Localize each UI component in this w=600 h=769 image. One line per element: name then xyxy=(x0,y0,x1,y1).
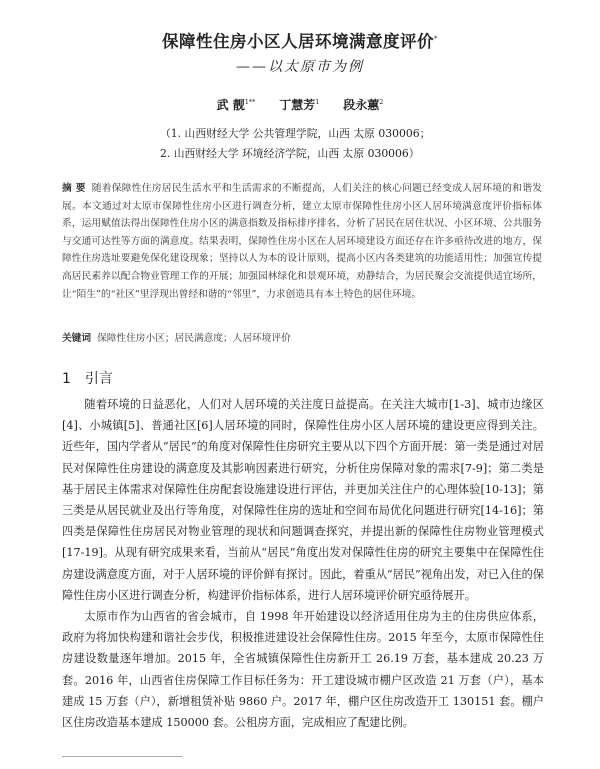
section-number: 1 xyxy=(62,371,71,387)
author-list xyxy=(0,96,600,113)
affiliation: （1. 山西财经大学 公共管理学院，山西 太原 030006； xyxy=(160,127,431,140)
paper-title xyxy=(0,28,600,52)
body-text xyxy=(62,394,544,733)
section-heading xyxy=(62,368,113,388)
author: 丁慧芳$^1$ xyxy=(279,98,320,112)
keywords-text: 保障性住房小区；居民满意度；人居环境评价 xyxy=(97,333,291,344)
keywords-label: 关键词 xyxy=(62,333,92,344)
abstract-text: 随着保障性住房居民生活水平和生活需求的不断提高，人们关注的核心问题已经变成人居环境的和谐发展。本文通过对太原市保障性住房小区进行调查分析，建立太原市保障性住房小区人居环境满意度评价指标体系，运用赋值法得出保障性住房小区的满意指数及指标排序排名，分析了居民在居住状况、小区环境、公共服务与交通可达性等方面的满意度。结果表明，保障性住房小区在人居环境建设方面还存在许多亟待改进的地方，保障性住房选址要避免保化建设现象；坚持以人为本的设计原则，提高小区内各类建筑的功能适用性；加强宣传提高居民素养以配合物业管理工作的开展；加强园林绿化和景观环境，劝静结合，为居民聚会交流提供适宜场所，让“陌生”的“社区”里浮现出曾经和谐的“邻里”，力求创造具有本土特色的居住环境。 xyxy=(62,183,543,300)
title-text: 保障性住房小区人居环境满意度评价 xyxy=(162,32,434,51)
author: 武 靓$^{1**}$ xyxy=(216,98,256,112)
keywords xyxy=(62,330,542,344)
abstract xyxy=(62,180,542,303)
affiliation: 2. 山西财经大学 环境经济学院，山西 太原 030006） xyxy=(160,147,420,160)
author: 段永蕙$^2$ xyxy=(343,98,384,112)
paragraph: 太原市作为山西省的省会城市，自 1998 年开始建设以经济适用住房为主的住房供应体系，政府为将加快构建和谐社会步伐，积极推进建设社会保障性住房。2015 年至今，太原市保障性住房建设数量逐年增加。2015 年，全省城镇保障性住房新开工 26.19 万套，基本建成 20.23 万套。2016 年，山西省住房保障工作目标任务为：开工建设城市棚户区改造 21 万套（户），基本建成 15 万套（户），新增租赁补贴 9860 户。2017 年，棚户区住房改造开工 130151 套。棚户区住房改造基本建成 150000 套。公租房方面，完成相应了配建比例。 xyxy=(62,610,544,730)
footnote-divider xyxy=(62,756,182,757)
section-title: 引言 xyxy=(84,371,113,387)
abstract-label: 摘 要 xyxy=(62,183,86,194)
title-footnote-mark: * xyxy=(434,34,438,43)
paper-subtitle: ——以太原市为例 xyxy=(236,59,364,75)
paragraph: 随着环境的日益恶化，人们对人居环境的关注度日益提高。在关注大城市[1-3]、城市边缘区[4]、小城镇[5]、普通社区[6]人居环境的同时，保障性住房小区人居环境的建设更应得到关注。近些年，国内学者从“居民”的角度对保障性住房研究主要从以下四个方面开展：第一类是通过对居民对保障性住房建设的满意度及其影响因素进行研究，分析住房保障对象的需求[7-9]；第二类是基于居民主体需求对保障性住房配套设施建设进行评估，并更加关注住户的心理体验[10-13]；第三类是从居民就业及出行等角度，对保障性住房的选址和空间布局优化问题进行研究[14-16]；第四类是保障性住房居民对物业管理的现状和问题调查探究，并提出新的保障性住房物业管理模式[17-19]。从现有研究成果来看，当前从“居民”角度出发对保障性住房的研究主要集中在保障性住房建设满意度方面，对于人居环境的评价鲜有探讨。因此，着重从“居民”视角出发，对已入住的保障性住房小区进行调查分析，构建评价指标体系，进行人居环境评价研究亟待展开。 xyxy=(62,398,544,602)
